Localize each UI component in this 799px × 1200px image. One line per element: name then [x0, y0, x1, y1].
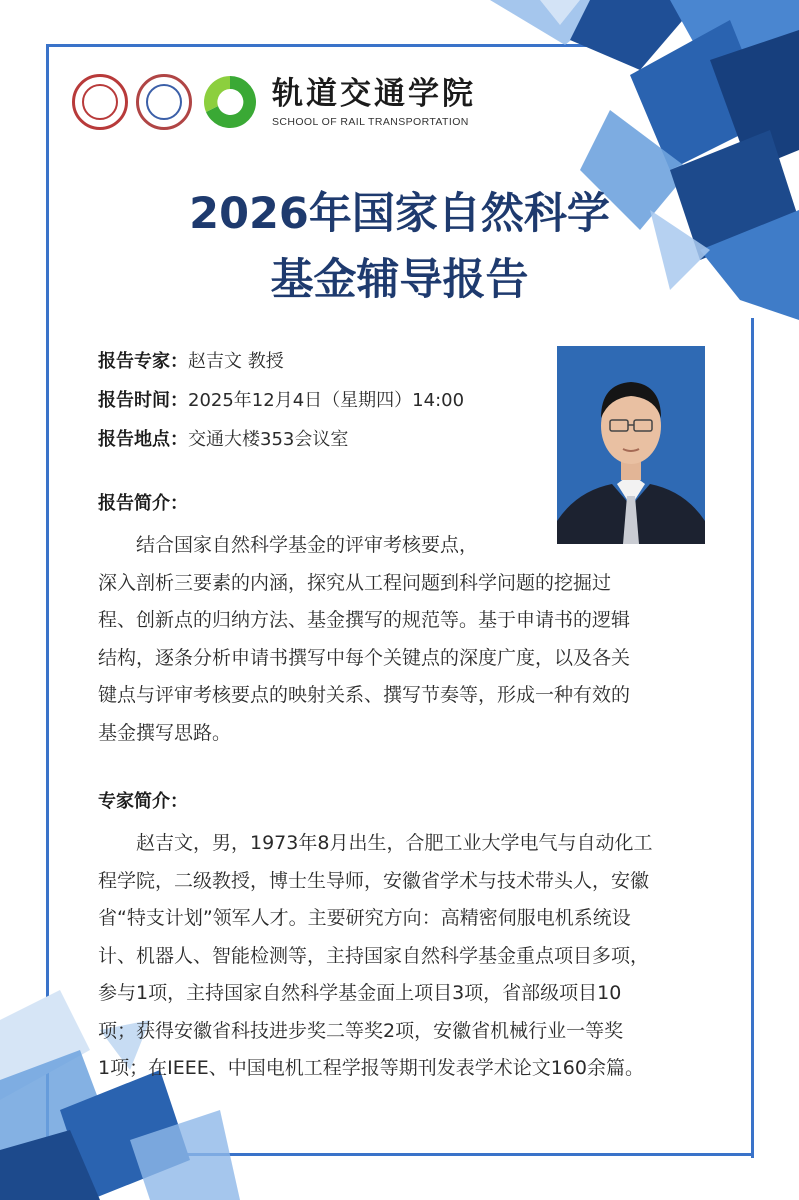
report-intro-paragraph	[98, 527, 630, 752]
speaker-row	[98, 350, 284, 374]
expert-intro-line: 赵吉文，男，1973年8月出生，合肥工业大学电气与自动化工	[98, 832, 653, 854]
expert-intro-line: 参与1项，主持国家自然科学基金面上项目3项，省部级项目10	[98, 982, 622, 1004]
expert-intro-line: 程学院，二级教授，博士生导师，安徽省学术与技术带头人，安徽	[98, 869, 650, 892]
school-green-logo-icon	[200, 72, 260, 132]
report-intro-line: 结构，逐条分析申请书撰写中每个关键点的深度广度，以及各关	[98, 646, 631, 669]
report-intro-line: 结合国家自然科学基金的评审考核要点，	[98, 534, 479, 556]
frame-right-line	[751, 318, 754, 1158]
report-intro-line: 程、创新点的归纳方法、基金撰写的规范等。基于申请书的逻辑	[98, 609, 631, 631]
expert-intro-heading: 专家简介：	[98, 791, 188, 812]
place-row	[98, 428, 348, 452]
report-intro-line: 键点与评审考核要点的映射关系、撰写节奏等，形成一种有效的	[98, 684, 631, 706]
place-label: 报告地点：	[98, 429, 188, 450]
speaker-photo	[557, 346, 705, 544]
time-label: 报告时间：	[98, 390, 188, 411]
page-title-line1: 2026年国家自然科学	[189, 189, 610, 239]
school-name-en: SCHOOL OF RAIL TRANSPORTATION	[272, 116, 469, 128]
expert-intro-line: 省“特支计划”领军人才。主要研究方向：高精密伺服电机系统设	[98, 907, 631, 929]
report-intro-line: 深入剖析三要素的内涵，探究从工程问题到科学问题的挖掘过	[98, 571, 612, 594]
header-logos	[72, 70, 476, 134]
university-seal-icon	[72, 74, 128, 130]
time-value: 2025年12月4日（星期四）14:00	[188, 390, 465, 411]
expert-intro-line: 1项；在IEEE、中国电机工程学报等期刊发表学术论文160余篇。	[98, 1057, 644, 1079]
expert-intro-line: 计、机器人、智能检测等，主持国家自然科学基金重点项目多项，	[98, 944, 650, 967]
school-name	[272, 76, 476, 128]
time-row	[98, 389, 464, 413]
speaker-value: 赵吉文 教授	[188, 351, 284, 372]
frame-bottom-line	[150, 1153, 754, 1156]
expert-intro-line: 项；获得安徽省科技进步奖二等奖2项，安徽省机械行业一等奖	[98, 1019, 624, 1042]
report-intro-heading: 报告简介：	[98, 493, 188, 514]
speaker-label: 报告专家：	[98, 351, 188, 372]
report-intro-line: 基金撰写思路。	[98, 721, 232, 744]
place-value: 交通大楼353会议室	[188, 429, 349, 450]
university-emblem-icon	[136, 74, 192, 130]
school-name-cn: 轨道交通学院	[272, 76, 476, 112]
page-title-line2: 基金辅导报告	[270, 255, 529, 305]
expert-intro-paragraph	[98, 825, 652, 1088]
